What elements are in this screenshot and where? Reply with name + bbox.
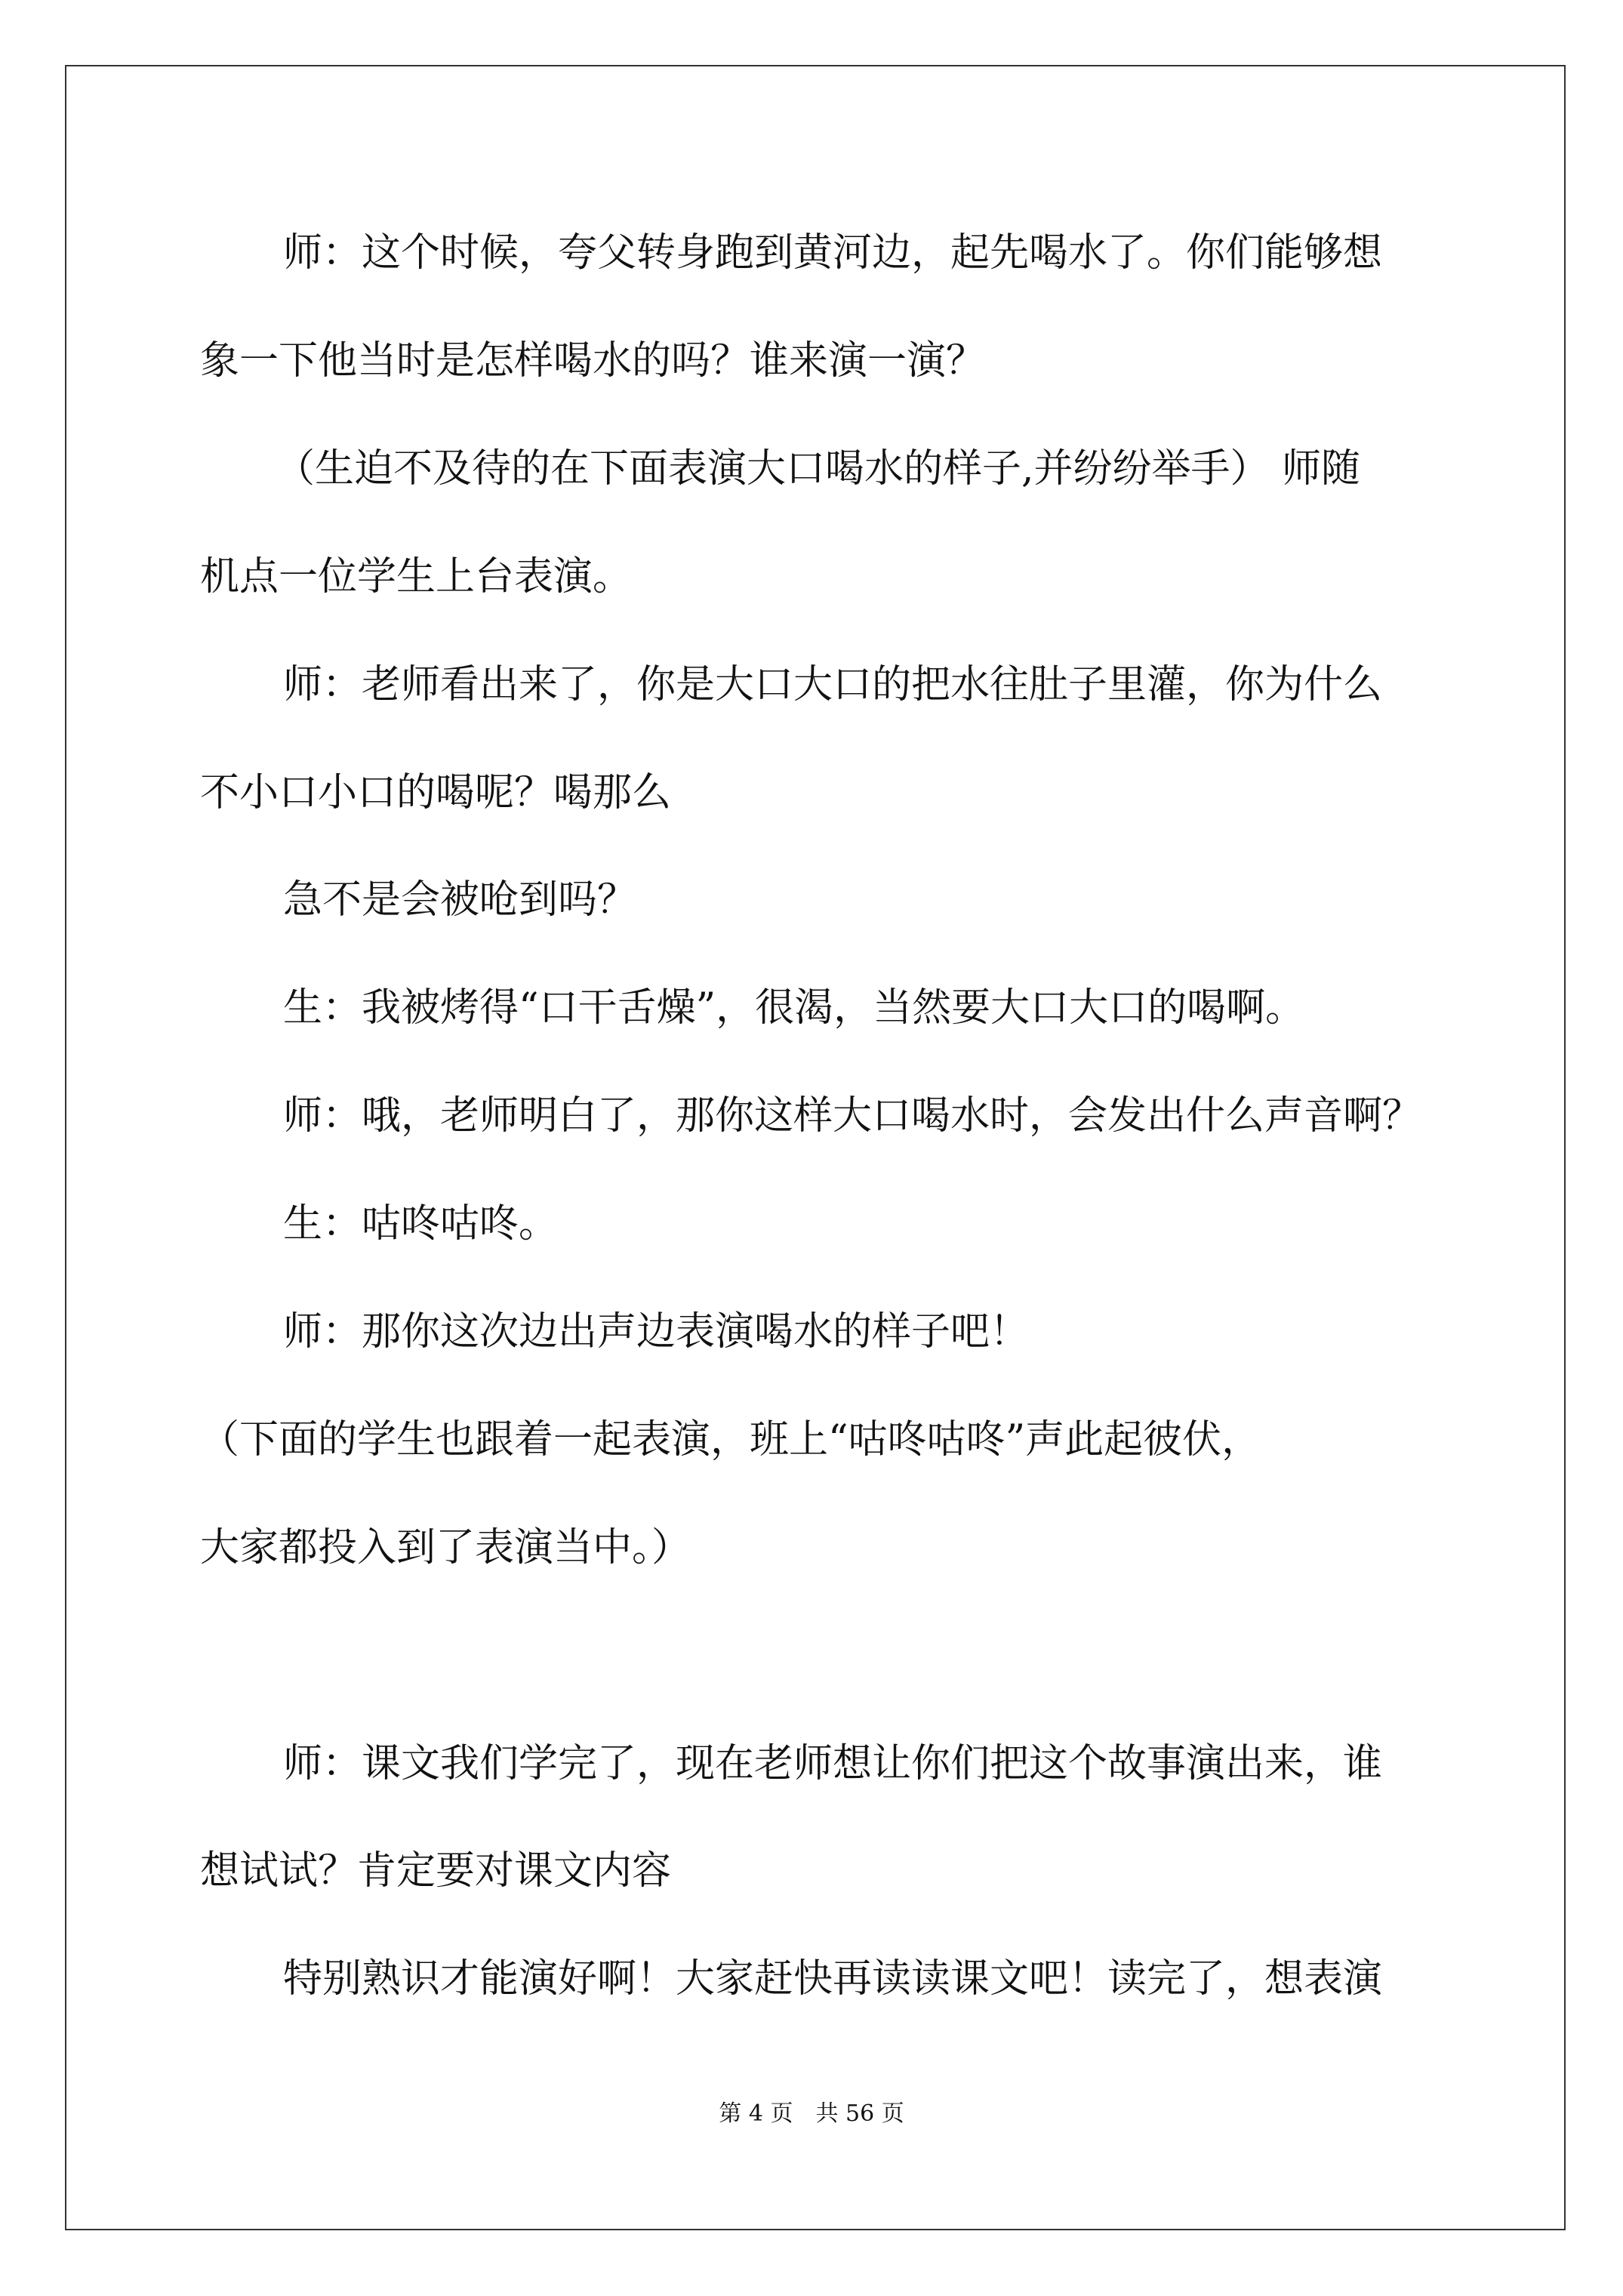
page-border xyxy=(65,65,1566,2230)
text-line-13: 大家都投入到了表演当中。） xyxy=(200,1525,691,1570)
page-number-footer: 第 4 页 共 56 页 xyxy=(719,2100,904,2127)
text-line-9: 师：哦，老师明白了，那你这样大口喝水时，会发出什么声音啊？ xyxy=(283,1093,1422,1139)
text-line-12: （下面的学生也跟着一起表演，班上“咕咚咕咚”声此起彼伏， xyxy=(200,1417,1261,1462)
text-line-16: 特别熟识才能演好啊！大家赶快再读读课文吧！读完了，想表演 xyxy=(283,1956,1383,2002)
text-line-5: 师：老师看出来了，你是大口大口的把水往肚子里灌，你为什么 xyxy=(283,662,1383,707)
text-line-15: 想试试？肯定要对课文内容 xyxy=(200,1848,672,1894)
text-line-4: 机点一位学生上台表演。 xyxy=(200,554,633,599)
text-line-14: 师：课文我们学完了，现在老师想让你们把这个故事演出来，谁 xyxy=(283,1741,1383,1786)
text-line-8: 生：我被烤得“口干舌燥”，很渴，当然要大口大口的喝啊。 xyxy=(283,985,1305,1031)
text-line-1: 师：这个时候，夸父转身跑到黄河边，起先喝水了。你们能够想 xyxy=(283,230,1383,276)
text-line-6: 不小口小口的喝呢？喝那么 xyxy=(200,770,672,815)
text-line-10: 生：咕咚咕咚。 xyxy=(283,1201,559,1247)
text-line-3: （生迫不及待的在下面表演大口喝水的样子,并纷纷举手） 师随 xyxy=(276,446,1361,492)
text-line-11: 师：那你这次边出声边表演喝水的样子吧！ xyxy=(283,1309,1030,1354)
text-line-2: 象一下他当时是怎样喝水的吗？谁来演一演？ xyxy=(200,338,986,384)
text-line-7: 急不是会被呛到吗？ xyxy=(283,877,637,923)
